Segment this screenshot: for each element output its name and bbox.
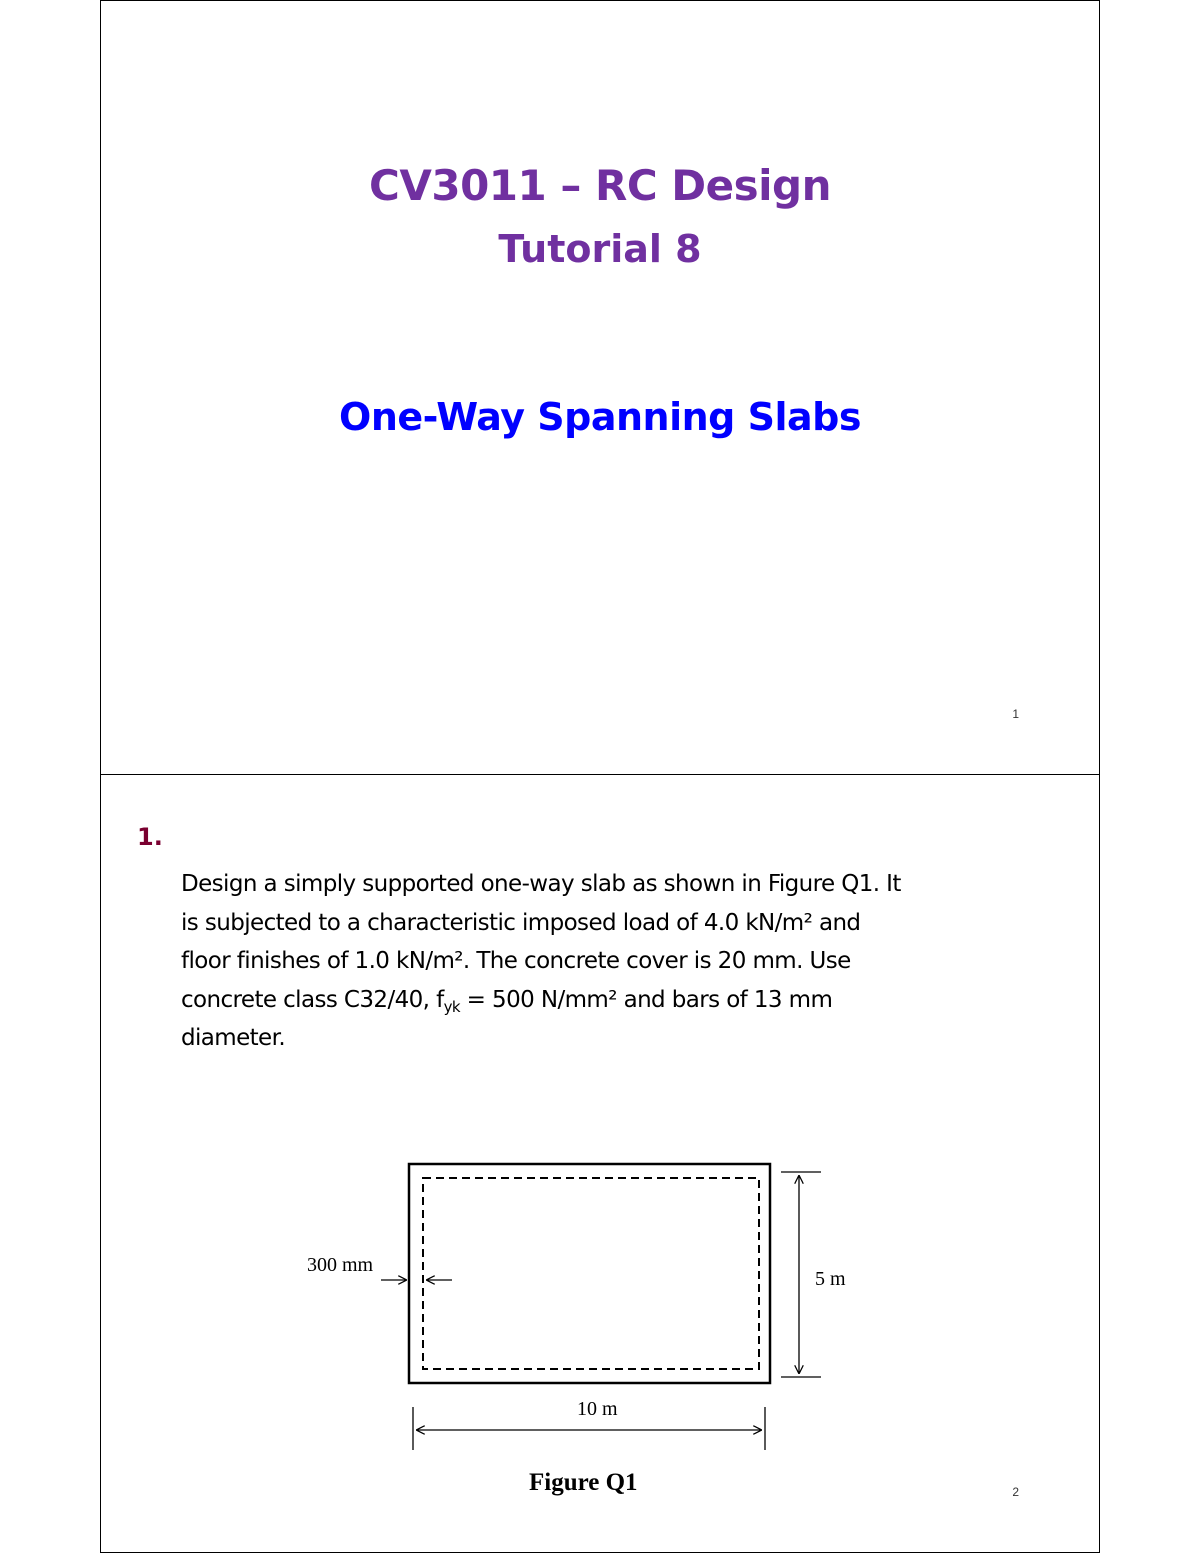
question-text — [181, 865, 1051, 1058]
fyk-subscript: yk — [443, 997, 460, 1016]
slab-outline — [409, 1164, 770, 1383]
line4-after: = 500 N/mm² and bars of 13 mm — [459, 986, 833, 1013]
question-line-1: Design a simply supported one-way slab as shown in Figure Q1. It — [181, 871, 901, 897]
topic-title: One-Way Spanning Slabs — [339, 395, 861, 439]
page-number: 1 — [1012, 707, 1019, 721]
line4-before: concrete class C32/40, f — [181, 986, 444, 1013]
question-line-2: is subjected to a characteristic imposed load of 4.0 kN/m² and — [181, 909, 861, 936]
slide-2 — [100, 774, 1100, 1553]
page-number: 2 — [1012, 1485, 1019, 1499]
support-width-label: 300 mm — [307, 1254, 374, 1276]
support-dashed-outline — [423, 1178, 759, 1369]
slab-figure — [291, 1145, 871, 1500]
question-line-4 — [181, 981, 1051, 1020]
slide-1 — [100, 0, 1100, 775]
long-span-label: 10 m — [577, 1398, 618, 1420]
figure-caption: Figure Q1 — [529, 1469, 638, 1496]
short-span-label: 5 m — [815, 1268, 846, 1290]
course-title: CV3011 – RC Design — [369, 161, 831, 210]
question-number: 1. — [137, 823, 163, 851]
question-line-3: floor finishes of 1.0 kN/m². The concrete cover is 20 mm. Use — [181, 948, 851, 974]
tutorial-title: Tutorial 8 — [498, 227, 702, 271]
question-line-5: diameter. — [181, 1025, 286, 1051]
